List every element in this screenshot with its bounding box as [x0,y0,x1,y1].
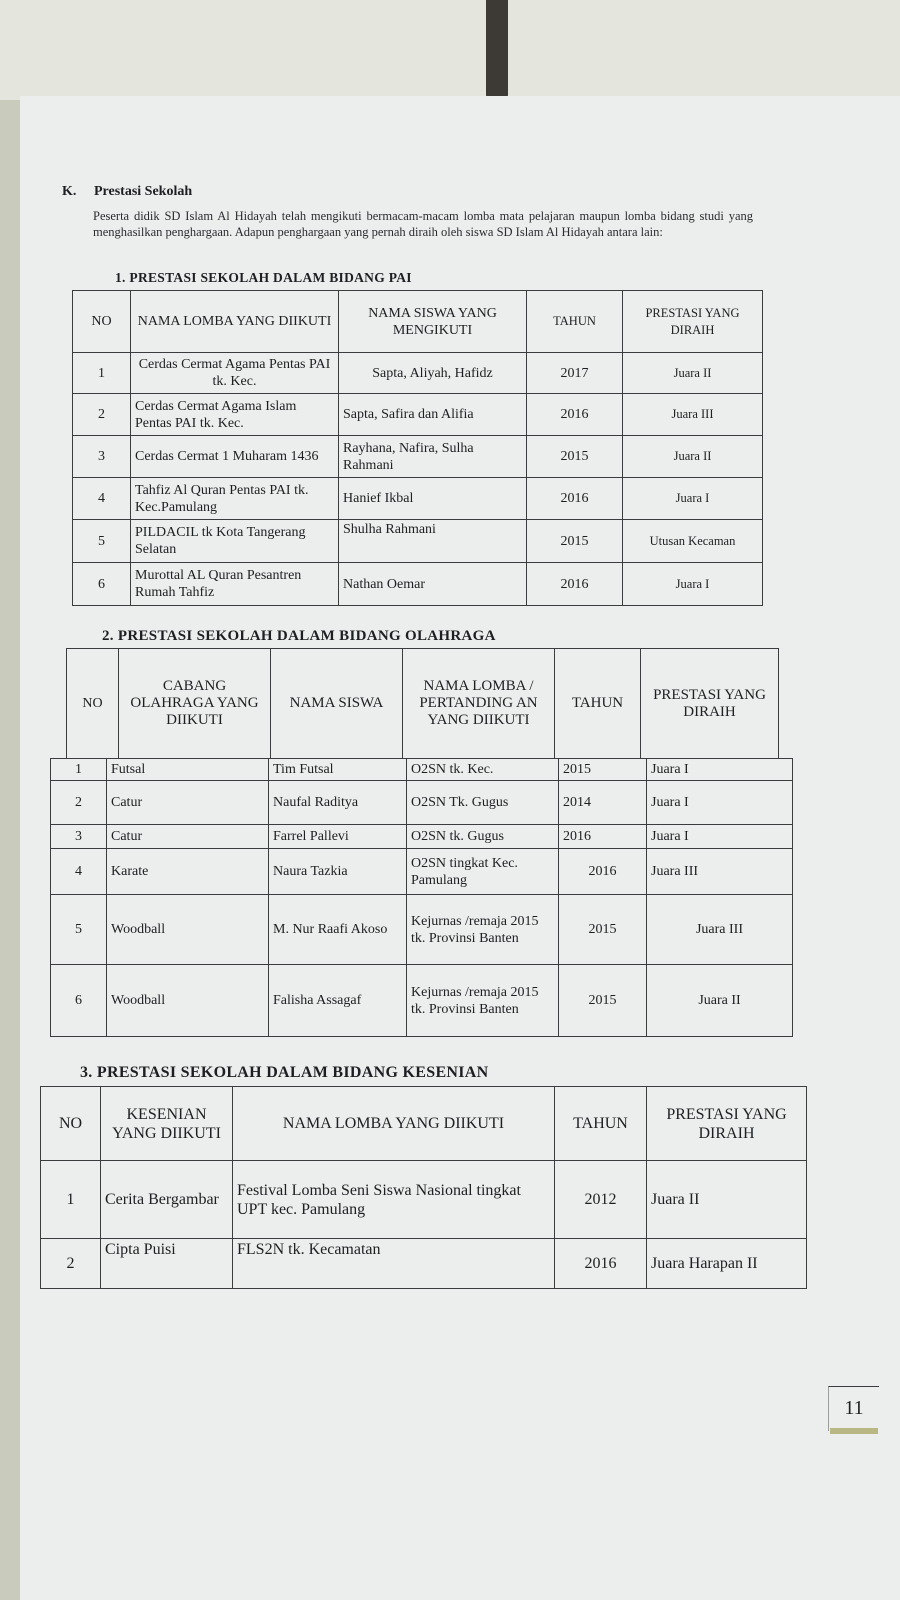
table-row [51,965,793,1037]
column-header: NAMA LOMBA YANG DIIKUTI [233,1087,555,1161]
table-cell: FLS2N tk. Kecamatan [233,1239,555,1289]
table-cell: 1 [73,353,131,394]
column-header: NO [73,291,131,353]
table-cell: Tim Futsal [269,759,407,781]
table-cell: Kejurnas /remaja 2015 tk. Provinsi Banten [407,895,559,965]
table-cell: Juara Harapan II [647,1239,807,1289]
table-cell: 2016 [555,1239,647,1289]
table-cell: 2016 [527,478,623,520]
table-cell: 3 [51,825,107,849]
table-cell: O2SN tk. Gugus [407,825,559,849]
table-cell: Cerdas Cermat Agama Pentas PAI tk. Kec. [131,353,339,394]
table-cell: Juara III [647,849,793,895]
table-cell: Juara II [647,965,793,1037]
table-cell: 5 [73,520,131,563]
column-header: PRESTASI YANG DIRAIH [647,1087,807,1161]
table-cell: Woodball [107,965,269,1037]
pai-table [72,290,763,606]
column-header: NAMA SISWA [271,649,403,759]
table-row [73,436,763,478]
table-cell: Cerdas Cermat Agama Islam Pentas PAI tk. Kec. [131,394,339,436]
background-surface [0,0,900,100]
pai-table-title: 1. PRESTASI SEKOLAH DALAM BIDANG PAI [115,270,412,285]
table-cell: 2015 [559,895,647,965]
table-cell: 5 [51,895,107,965]
column-header: NO [67,649,119,759]
table-row [73,520,763,563]
table-cell: Juara I [623,563,763,606]
table-cell: Kejurnas /remaja 2015 tk. Provinsi Banten [407,965,559,1037]
table-cell: Rayhana, Nafira, Sulha Rahmani [339,436,527,478]
table-cell: 2014 [559,781,647,825]
table-cell: 2016 [559,849,647,895]
table-cell: Cerdas Cermat 1 Muharam 1436 [131,436,339,478]
table-row [51,759,793,781]
column-header: CABANG OLAHRAGA YANG DIIKUTI [119,649,271,759]
table-cell: 6 [51,965,107,1037]
page-number-underline [830,1428,878,1434]
table-cell: Juara II [647,1161,807,1239]
column-header: TAHUN [555,1087,647,1161]
column-header: NAMA LOMBA / PERTANDING AN YANG DIIKUTI [403,649,555,759]
table-cell: Futsal [107,759,269,781]
table-cell: O2SN Tk. Gugus [407,781,559,825]
table-cell: O2SN tk. Kec. [407,759,559,781]
table-cell: Sapta, Aliyah, Hafidz [339,353,527,394]
page-number: 11 [828,1386,879,1431]
kesenian-table [40,1086,807,1289]
table-cell: Woodball [107,895,269,965]
kesenian-table-title: 3. PRESTASI SEKOLAH DALAM BIDANG KESENIAN [80,1064,489,1081]
table-cell: Juara III [647,895,793,965]
table-cell: Juara II [623,353,763,394]
table-header-row [41,1087,807,1161]
section-title: Prestasi Sekolah [94,184,193,199]
table-row [51,781,793,825]
table-cell: Naufal Raditya [269,781,407,825]
table-cell: PILDACIL tk Kota Tangerang Selatan [131,520,339,563]
column-header: NAMA SISWA YANG MENGIKUTI [339,291,527,353]
table-cell: Sapta, Safira dan Alifia [339,394,527,436]
table-row [73,394,763,436]
table-cell: 2015 [527,520,623,563]
olahraga-table-title: 2. PRESTASI SEKOLAH DALAM BIDANG OLAHRAGA [102,628,496,644]
table-cell: Murottal AL Quran Pesantren Rumah Tahfiz [131,563,339,606]
table-cell: Catur [107,825,269,849]
column-header: NO [41,1087,101,1161]
table-cell: Falisha Assagaf [269,965,407,1037]
table-header-row [73,291,763,353]
table-cell: 2017 [527,353,623,394]
table-cell: Farrel Pallevi [269,825,407,849]
table-cell: 1 [41,1161,101,1239]
table-row [73,478,763,520]
table-cell: 2 [51,781,107,825]
section-letter: K. [62,184,77,199]
table-cell: 3 [73,436,131,478]
column-header: KESENIAN YANG DIIKUTI [101,1087,233,1161]
table-row [51,825,793,849]
olahraga-table [66,648,779,759]
table-cell: Juara I [647,759,793,781]
column-header: PRESTASI YANG DIRAIH [641,649,779,759]
section-heading [62,184,192,200]
column-header: TAHUN [555,649,641,759]
table-cell: Shulha Rahmani [339,520,527,563]
table-cell: 2015 [527,436,623,478]
column-header: TAHUN [527,291,623,353]
table-cell: Juara II [623,436,763,478]
table-cell: Cipta Puisi [101,1239,233,1289]
table-row [51,849,793,895]
table-cell: Tahfiz Al Quran Pentas PAI tk. Kec.Pamulang [131,478,339,520]
table-cell: Utusan Kecaman [623,520,763,563]
intro-paragraph: Peserta didik SD Islam Al Hidayah telah mengikuti bermacam-macam lomba mata pelajaran maupun lomba bidang studi yang menghasilkan penghargaan. Adapun penghargaan yang pernah diraih oleh siswa SD Islam Al Hidayah antara lain: [93,209,753,239]
table-cell: Nathan Oemar [339,563,527,606]
column-header: PRESTASI YANG DIRAIH [623,291,763,353]
table-cell: 2016 [527,394,623,436]
table-cell: Juara I [647,825,793,849]
table-cell: 2 [41,1239,101,1289]
table-cell: 2015 [559,965,647,1037]
table-cell: 2016 [559,825,647,849]
table-row [51,895,793,965]
table-cell: 4 [51,849,107,895]
table-cell: 2016 [527,563,623,606]
table-cell: M. Nur Raafi Akoso [269,895,407,965]
table-cell: Karate [107,849,269,895]
table-cell: 2 [73,394,131,436]
table-cell: Cerita Bergambar [101,1161,233,1239]
table-cell: O2SN tingkat Kec. Pamulang [407,849,559,895]
table-cell: Juara III [623,394,763,436]
table-cell: Naura Tazkia [269,849,407,895]
table-cell: 1 [51,759,107,781]
table-row [41,1239,807,1289]
olahraga-table-body [50,758,793,1037]
table-row [73,353,763,394]
table-cell: Juara I [647,781,793,825]
table-row [73,563,763,606]
table-cell: Hanief Ikbal [339,478,527,520]
table-cell: Juara I [623,478,763,520]
table-cell: 4 [73,478,131,520]
column-header: NAMA LOMBA YANG DIIKUTI [131,291,339,353]
table-cell: Catur [107,781,269,825]
table-cell: 2012 [555,1161,647,1239]
table-header-row [67,649,779,759]
table-row [41,1161,807,1239]
binder-clip [486,0,508,98]
table-cell: 6 [73,563,131,606]
table-cell: 2015 [559,759,647,781]
table-cell: Festival Lomba Seni Siswa Nasional tingkat UPT kec. Pamulang [233,1161,555,1239]
